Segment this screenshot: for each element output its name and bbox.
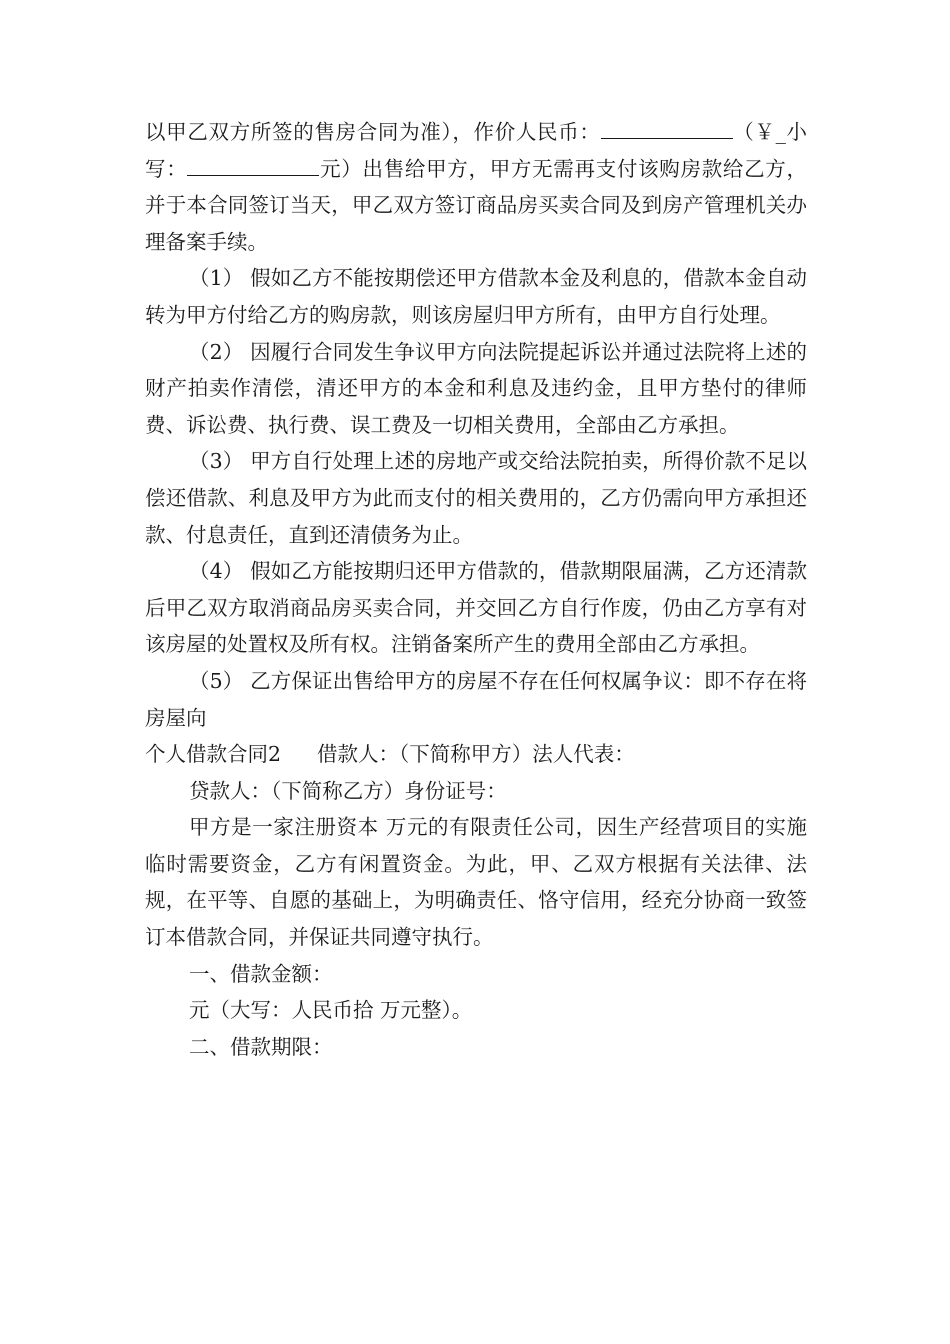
paragraph-preamble: 甲方是一家注册资本 万元的有限责任公司，因生产经营项目的实施临时需要资金，乙方有闲置资金。为此，甲、乙双方根据有关法律、法规，在平等、自愿的基础上，为明确责任、恪守信用，经充分协商一致签订本借款合同，并保证共同遵守执行。 (145, 815, 807, 950)
blank-price-uppercase (601, 114, 733, 139)
paragraph-contract-2-header (145, 736, 807, 773)
document-page (145, 114, 807, 1065)
paragraph-clause-3: （3） 甲方自行处理上述的房地产或交给法院拍卖，所得价款不足以偿还借款、利息及甲方为此而支付的相关费用的，乙方仍需向甲方承担还款、付息责任，直到还清债务为止。 (145, 449, 807, 547)
heading-loan-amount: 一、借款金额： (189, 961, 333, 986)
blank-price-lowercase (187, 151, 319, 176)
heading-loan-term: 二、借款期限： (189, 1034, 333, 1059)
paragraph-clause-4: （4） 假如乙方能按期归还甲方借款的，借款期限届满，乙方还清款后甲乙双方取消商品房买卖合同，并交回乙方自行作废，仍由乙方享有对该房屋的处置权及所有权。注销备案所产生的费用全部由乙方承担。 (145, 559, 807, 657)
text-sale-line2b: 元）出售给甲方，甲方无需再支付该购房款给乙方，并于本合同签订当天，甲乙双方签订商品房买卖合同及到房产管理机关办理备案手续。 (145, 156, 808, 254)
paragraph-lender: 贷款人：（下简称乙方）身份证号： (189, 778, 507, 803)
paragraph-amount-words: 元（大写：人民币拾 万元整）。 (189, 998, 473, 1023)
text-sale-line1: 以甲乙双方所签的售房合同为准），作价人民币： (145, 120, 601, 144)
paragraph-clause-5: （5） 乙方保证出售给甲方的房屋不存在任何权属争议：即不存在将房屋向 (145, 668, 807, 730)
contract-2-title: 个人借款合同2 (145, 742, 282, 767)
paragraph-sale-clause (145, 114, 807, 260)
text-sale-line2a: （￥_小写： (145, 120, 808, 181)
borrower-line: 借款人：（下简称甲方）法人代表： (317, 742, 635, 767)
paragraph-clause-2: （2） 因履行合同发生争议甲方向法院提起诉讼并通过法院将上述的财产拍卖作清偿，清还甲方的本金和利息及违约金，且甲方垫付的律师费、诉讼费、执行费、误工费及一切相关费用，全部由乙方承担。 (145, 339, 807, 437)
paragraph-clause-1: （1） 假如乙方不能按期偿还甲方借款本金及利息的，借款本金自动转为甲方付给乙方的购房款，则该房屋归甲方所有，由甲方自行处理。 (145, 266, 807, 327)
